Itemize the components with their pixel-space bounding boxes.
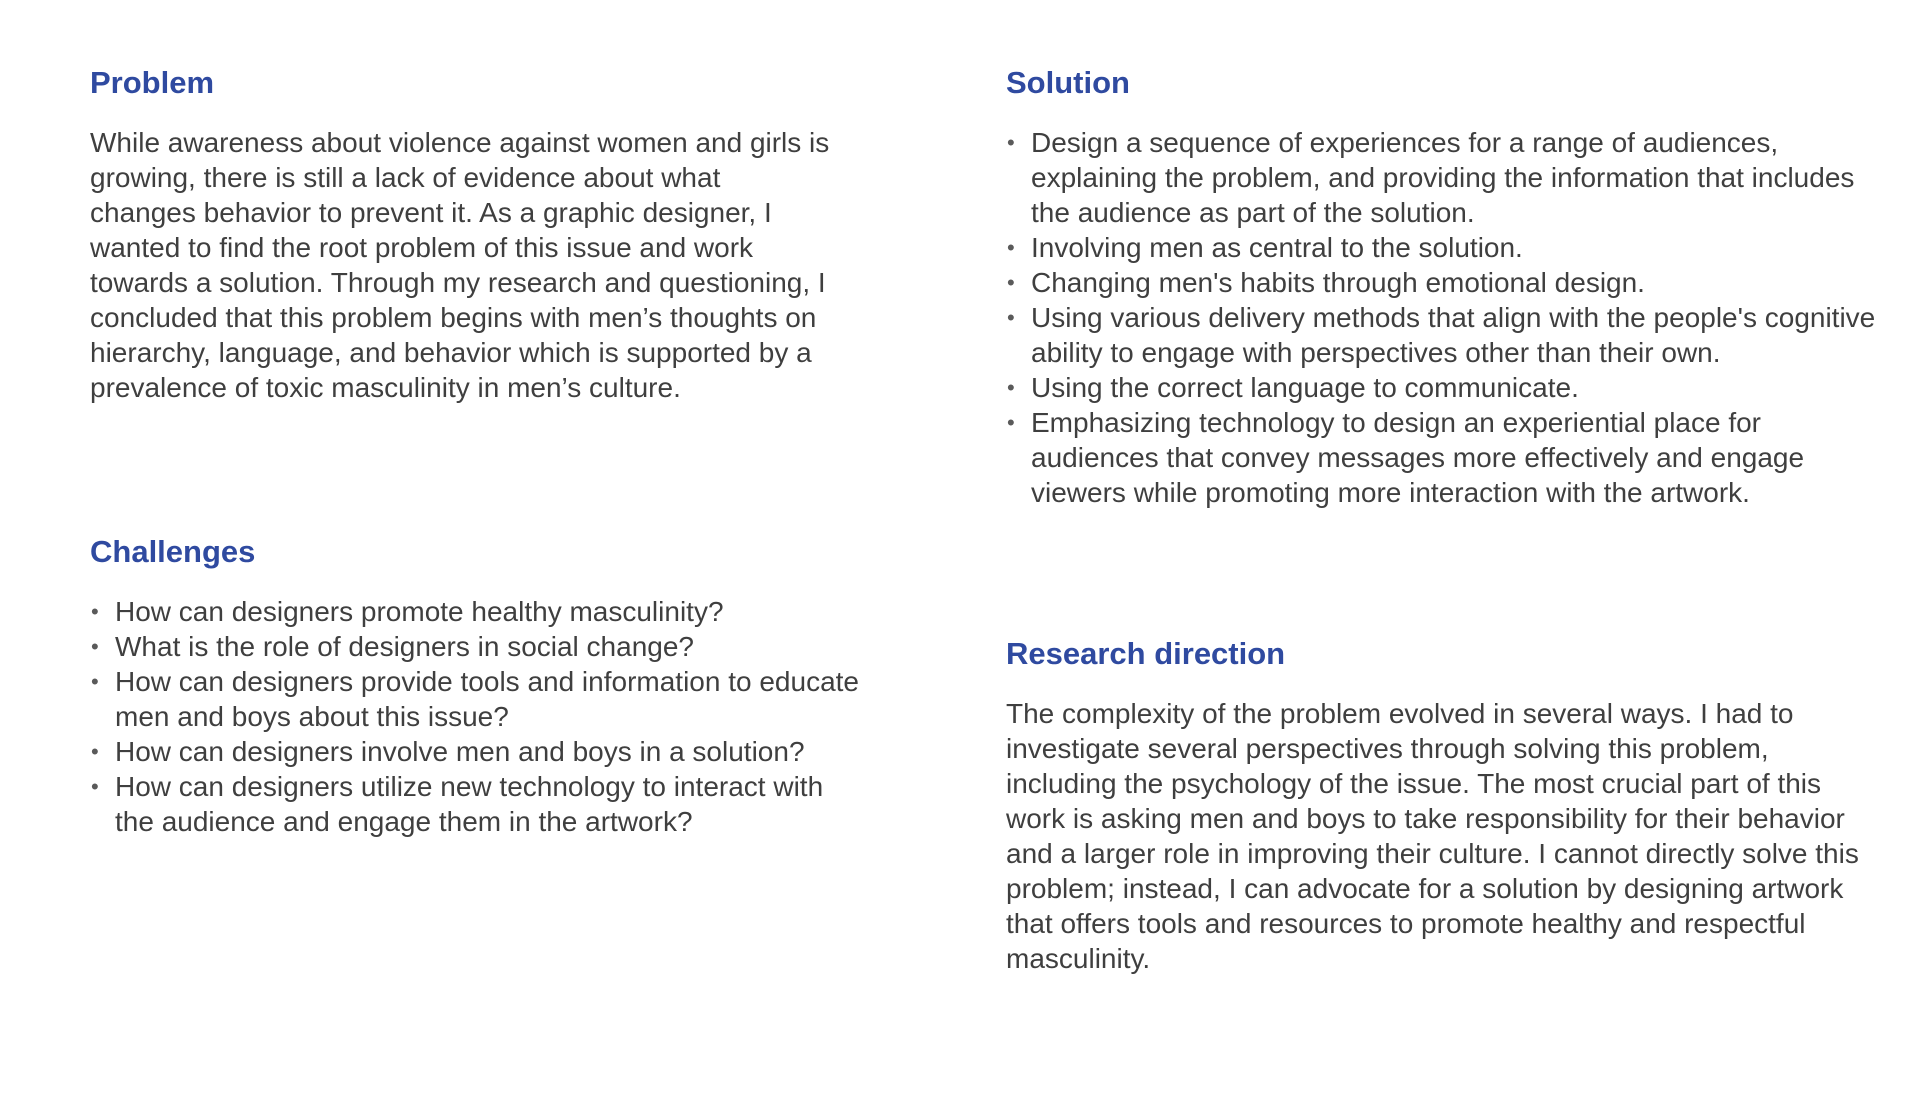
list-item-text: Using the correct language to communicate. [1031,372,1579,403]
list-item-text: How can designers utilize new technology to interact with the audience and engage them in the artwork? [115,771,824,837]
bullet-icon: • [91,669,99,694]
problem-section [90,65,830,405]
bullet-icon: • [1007,305,1015,330]
list-item-text: Involving men as central to the solution. [1031,232,1523,263]
list-item [90,594,860,629]
list-item-text: How can designers promote healthy masculinity? [115,596,724,627]
solution-heading: Solution [1006,65,1130,100]
list-item [1006,125,1886,230]
bullet-icon: • [1007,130,1015,155]
list-item-text: What is the role of designers in social change? [115,631,694,662]
challenges-section [90,534,860,839]
list-item-text: Emphasizing technology to design an experiential place for audiences that convey messages more effectively and engage viewers while promoting more interaction with the artwork. [1031,407,1805,508]
list-item [1006,405,1886,510]
bullet-icon: • [91,634,99,659]
list-item [90,629,860,664]
bullet-icon: • [91,599,99,624]
list-item [90,664,860,734]
bullet-icon: • [91,774,99,799]
bullet-icon: • [91,739,99,764]
problem-heading: Problem [90,65,215,100]
list-item [90,769,860,839]
list-item [90,734,860,769]
problem-body: While awareness about violence against women and girls is growing, there is still a lack of evidence about what changes behavior to prevent it. As a graphic designer, I wanted to find the root problem of this issue and work towards a solution. Through my research and questioning, I concluded that this problem begins with men’s thoughts on hierarchy, language, and behavior which is supported by a prevalence of toxic masculinity in men’s culture. [90,127,830,403]
list-item-text: Changing men's habits through emotional design. [1031,267,1645,298]
bullet-icon: • [1007,375,1015,400]
list-item [1006,265,1886,300]
solution-section [1006,65,1886,510]
solution-list [1006,125,1886,510]
research-body: The complexity of the problem evolved in several ways. I had to investigate several perspectives through solving this problem, including the psychology of the issue. The most crucial part of this work is asking men and boys to take responsibility for their behavior and a larger role in improving their culture. I cannot directly solve this problem; instead, I can advocate for a solution by designing artwork that offers tools and resources to promote healthy and respectful masculinity. [1006,698,1859,974]
list-item [1006,300,1886,370]
list-item-text: Design a sequence of experiences for a range of audiences, explaining the problem, and providing the information that includes the audience as part of the solution. [1031,127,1855,228]
list-item [1006,230,1886,265]
bullet-icon: • [1007,270,1015,295]
list-item-text: Using various delivery methods that align with the people's cognitive ability to engage with perspectives other than their own. [1031,302,1876,368]
bullet-icon: • [1007,410,1015,435]
list-item-text: How can designers involve men and boys in a solution? [115,736,805,767]
list-item [1006,370,1886,405]
research-section [1006,636,1866,976]
challenges-heading: Challenges [90,534,256,569]
research-heading: Research direction [1006,636,1286,671]
bullet-icon: • [1007,235,1015,260]
challenges-list [90,594,860,839]
list-item-text: How can designers provide tools and information to educate men and boys about this issue? [115,666,859,732]
